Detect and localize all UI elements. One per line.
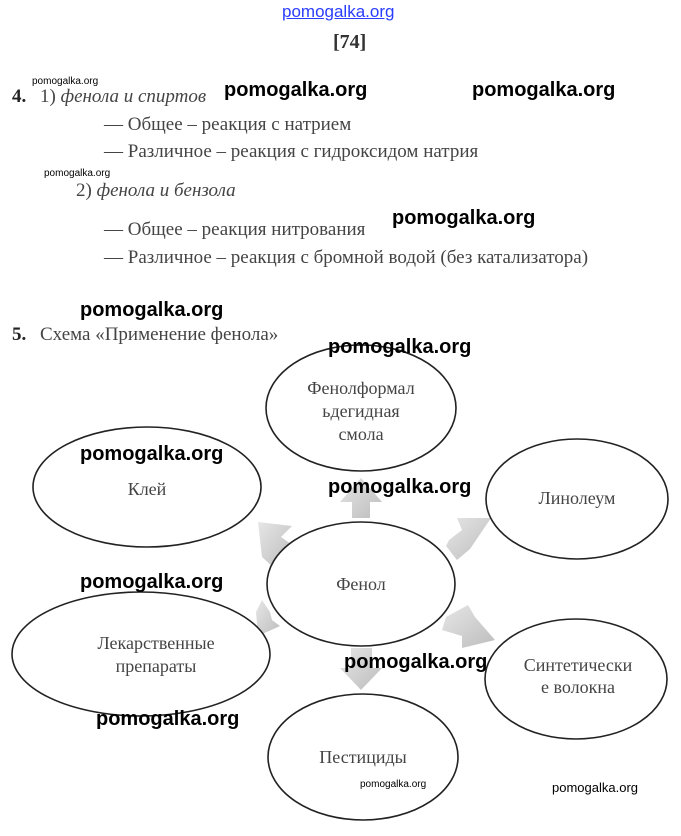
watermark: pomogalka.org (328, 336, 472, 358)
phenol-label: Фенол (336, 574, 386, 594)
page-number: [74] (333, 31, 367, 53)
watermark: pomogalka.org (80, 571, 224, 593)
watermark: pomogalka.org (472, 79, 616, 101)
task4-part1-item-2: — Различное – реакция с гидроксидом натрия (104, 141, 479, 162)
task4-part2-item-2: — Различное – реакция с бромной водой (без катализатора) (104, 247, 589, 268)
pesticides-label: Пестициды (319, 747, 407, 767)
watermark: pomogalka.org (328, 476, 472, 498)
fiber-label-line-1: Синтетически (523, 655, 633, 675)
task4-part2-item-1: — Общее – реакция нитрования (104, 219, 366, 240)
task4-part2-num: 2) (76, 180, 92, 201)
task4-part1-item-1: — Общее – реакция с натрием (104, 114, 352, 135)
task4-part1-num: 1) (40, 86, 56, 107)
resin-label-line-1: Фенолформал (307, 378, 415, 398)
resin-label-line-2: ьдегидная (322, 401, 400, 421)
linoleum-label: Линолеум (538, 488, 616, 508)
fiber-label-line-2: е волокна (541, 677, 615, 697)
header-site-link[interactable]: pomogalka.org (282, 2, 395, 21)
watermark: pomogalka.org (360, 779, 427, 790)
medicine-label-line-2: препараты (115, 656, 197, 676)
watermark: pomogalka.org (392, 207, 536, 229)
watermark: pomogalka.org (552, 780, 638, 795)
task5-number: 5. (12, 324, 27, 345)
medicine-label-line-1: Лекарственные (97, 633, 215, 653)
arrow-to-linoleum (446, 518, 491, 560)
task5-title: Схема «Применение фенола» (40, 324, 279, 345)
watermark: pomogalka.org (32, 76, 99, 87)
watermark: pomogalka.org (96, 708, 240, 730)
watermark: pomogalka.org (224, 79, 368, 101)
glue-label: Клей (127, 479, 167, 499)
node-medicine (12, 592, 270, 716)
task4-part2-italic: фенола и бензола (96, 180, 236, 201)
arrow-to-fiber (442, 605, 495, 648)
resin-label-line-3: смола (338, 424, 384, 444)
watermark: pomogalka.org (44, 168, 111, 179)
watermark: pomogalka.org (80, 299, 224, 321)
task4-number: 4. (12, 86, 27, 107)
task4-part1-italic: фенола и спиртов (60, 86, 207, 107)
watermark: pomogalka.org (80, 443, 224, 465)
watermark: pomogalka.org (344, 651, 488, 673)
